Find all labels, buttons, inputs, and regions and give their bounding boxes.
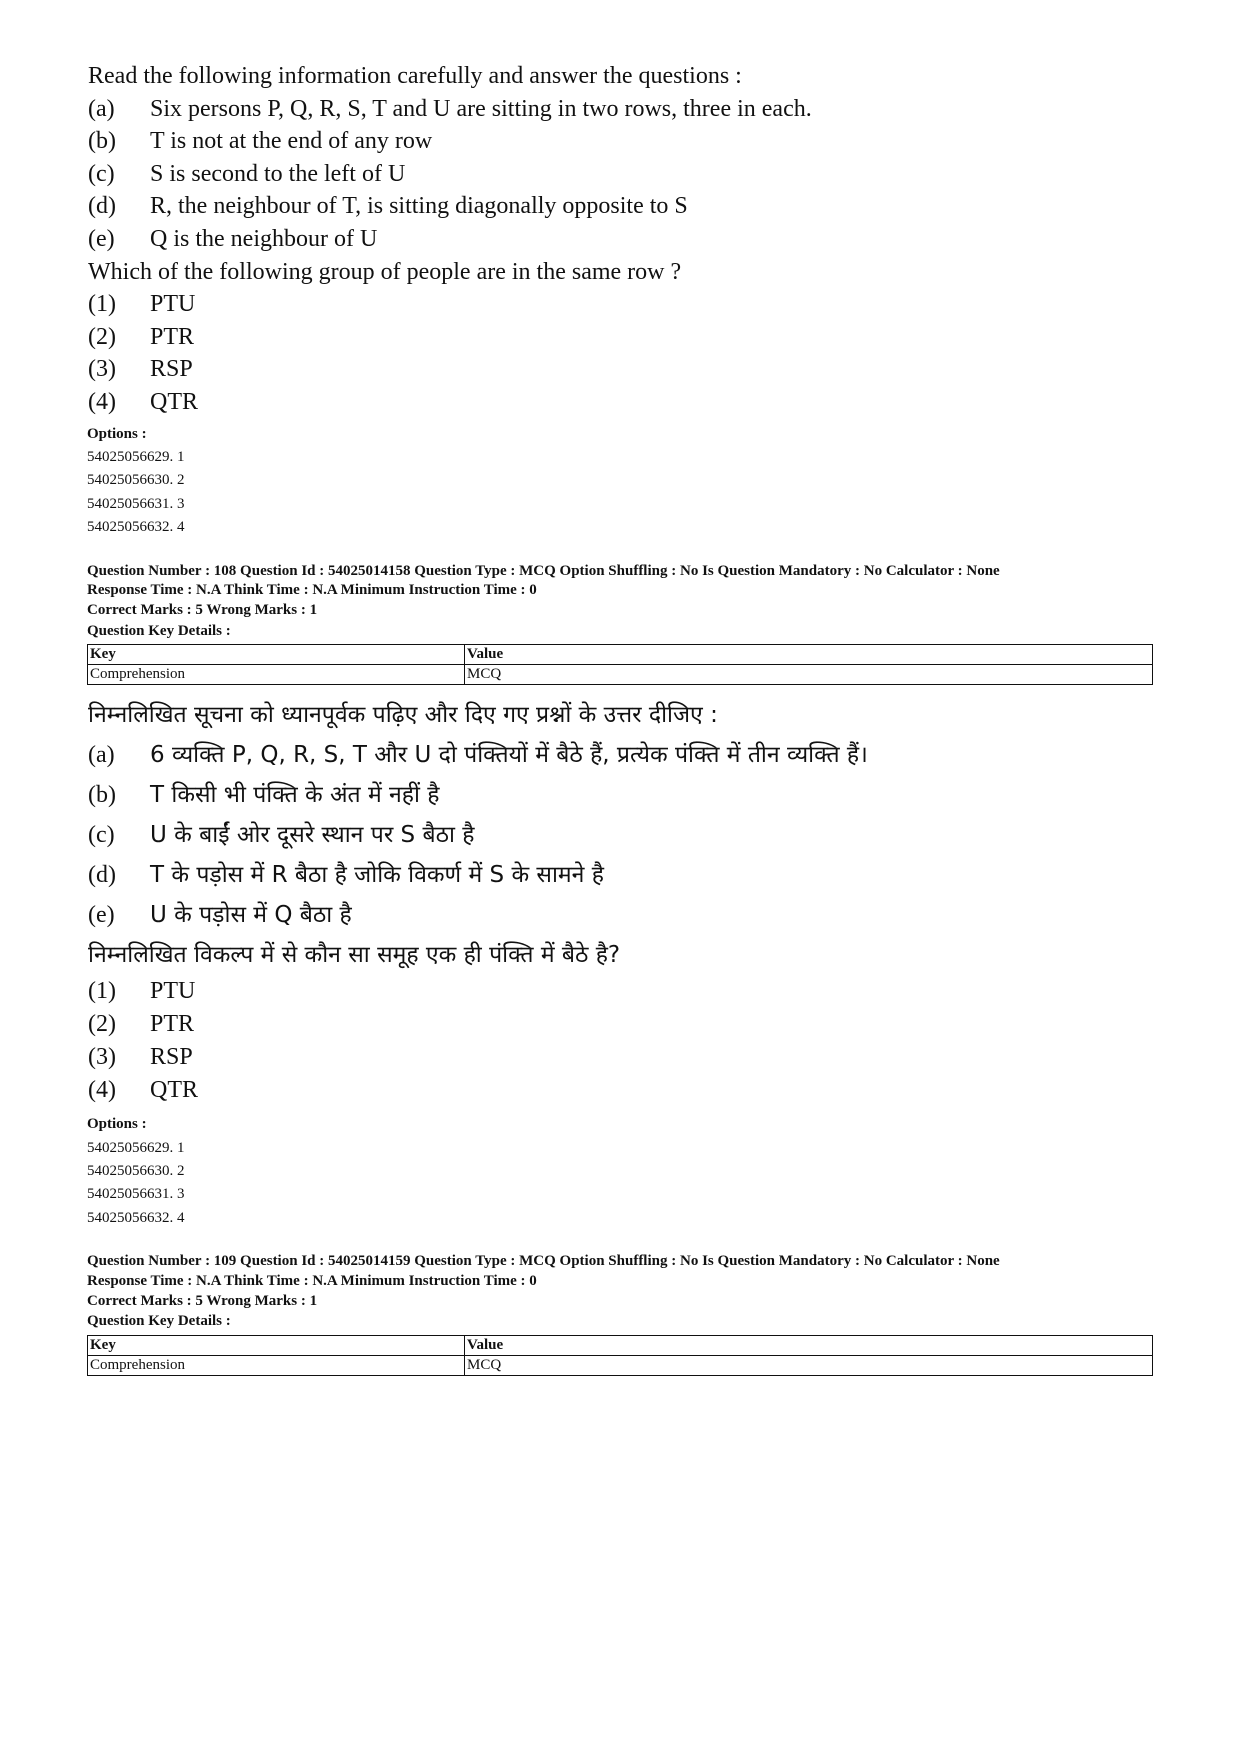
- passage-intro: निम्नलिखित सूचना को ध्यानपूर्वक पढ़िए और दिए गए प्रश्नों के उत्तर दीजिए :: [88, 702, 718, 729]
- option-item: 54025056630. 2: [87, 1163, 185, 1179]
- option-item: 54025056629. 1: [87, 448, 185, 465]
- spacer: [88, 540, 1168, 562]
- statement-e: (e) Q is the neighbour of U: [88, 225, 378, 252]
- spacer: [88, 1230, 1168, 1252]
- choice-3: (3) RSP: [88, 356, 193, 383]
- key-details-heading: Question Key Details :: [87, 622, 231, 639]
- choice-4: (4) QTR: [88, 388, 198, 415]
- question-meta-line: Response Time : N.A Think Time : N.A Minimum Instruction Time : 0: [87, 581, 537, 598]
- marks-line: Correct Marks : 5 Wrong Marks : 1: [87, 602, 318, 619]
- q109-meta: [87, 1252, 1168, 1332]
- table-row: [88, 665, 1153, 685]
- table-cell-key: Comprehension: [88, 1355, 465, 1375]
- statement-c: (c) U के बाईं ओर दूसरे स्थान पर S बैठा है: [88, 822, 475, 849]
- q108-options: [87, 1113, 1168, 1230]
- q108-meta: [87, 562, 1168, 642]
- option-item: 54025056631. 3: [87, 495, 185, 512]
- question-text: निम्नलिखित विकल्प में से कौन सा समूह एक ही पंक्ति में बैठे है?: [88, 942, 621, 969]
- document-page: [88, 60, 1168, 1376]
- q108-hindi-passage: [88, 695, 1168, 1107]
- question-meta-line: Response Time : N.A Think Time : N.A Minimum Instruction Time : 0: [87, 1272, 537, 1289]
- table-header-value: Value: [465, 1335, 1153, 1355]
- table-cell-key: Comprehension: [88, 665, 465, 685]
- table-row: [88, 645, 1153, 665]
- passage-intro: Read the following information carefully and answer the questions :: [88, 63, 742, 89]
- table-row: [88, 1335, 1153, 1355]
- option-item: 54025056632. 4: [87, 519, 185, 536]
- marks-line: Correct Marks : 5 Wrong Marks : 1: [87, 1293, 318, 1310]
- choice-1: (1) PTU: [88, 291, 196, 318]
- choice-1: (1) PTU: [88, 978, 196, 1005]
- statement-b: (b) T किसी भी पंक्ति के अंत में नहीं है: [88, 782, 440, 809]
- q108-key-table: [87, 644, 1153, 685]
- q107-options: [87, 423, 1168, 540]
- statement-d: (d) R, the neighbour of T, is sitting diagonally opposite to S: [88, 193, 688, 220]
- table-cell-value: MCQ: [465, 665, 1153, 685]
- choice-2: (2) PTR: [88, 323, 195, 350]
- q109-key-table: [87, 1335, 1153, 1376]
- statement-e: (e) U के पड़ोस में Q बैठा है: [88, 902, 352, 929]
- options-heading: Options :: [87, 425, 147, 442]
- table-row: [88, 1355, 1153, 1375]
- question-text: Which of the following group of people are in the same row ?: [88, 258, 682, 285]
- table-header-key: Key: [88, 645, 465, 665]
- table-header-key: Key: [88, 1335, 465, 1355]
- option-item: 54025056632. 4: [87, 1209, 185, 1226]
- table-header-value: Value: [465, 645, 1153, 665]
- question-meta-line: Question Number : 108 Question Id : 54025014158 Question Type : MCQ Option Shuffling : No Is Question Mandatory : No Calculator : None: [87, 562, 1000, 579]
- choice-2: (2) PTR: [88, 1011, 195, 1038]
- statement-a: (a) Six persons P, Q, R, S, T and U are sitting in two rows, three in each.: [88, 95, 812, 122]
- question-meta-line: Question Number : 109 Question Id : 54025014159 Question Type : MCQ Option Shuffling : No Is Question Mandatory : No Calculator : None: [87, 1253, 1000, 1270]
- q107-english-passage: [88, 60, 1168, 419]
- choice-4: (4) QTR: [88, 1077, 198, 1104]
- statement-a: (a) 6 व्यक्ति P, Q, R, S, T और U दो पंक्तियों में बैठे हैं, प्रत्येक पंक्ति में तीन व्यक्ति हैं।: [88, 742, 868, 769]
- statement-d: (d) T के पड़ोस में R बैठा है जोकि विकर्ण में S के सामने है: [88, 862, 604, 889]
- statement-c: (c) S is second to the left of U: [88, 160, 406, 187]
- statement-b: (b) T is not at the end of any row: [88, 128, 433, 155]
- option-item: 54025056629. 1: [87, 1139, 185, 1156]
- table-cell-value: MCQ: [465, 1355, 1153, 1375]
- choice-3: (3) RSP: [88, 1044, 193, 1071]
- key-details-heading: Question Key Details :: [87, 1313, 231, 1330]
- option-item: 54025056630. 2: [87, 472, 185, 489]
- option-item: 54025056631. 3: [87, 1186, 185, 1203]
- options-heading: Options :: [87, 1116, 147, 1133]
